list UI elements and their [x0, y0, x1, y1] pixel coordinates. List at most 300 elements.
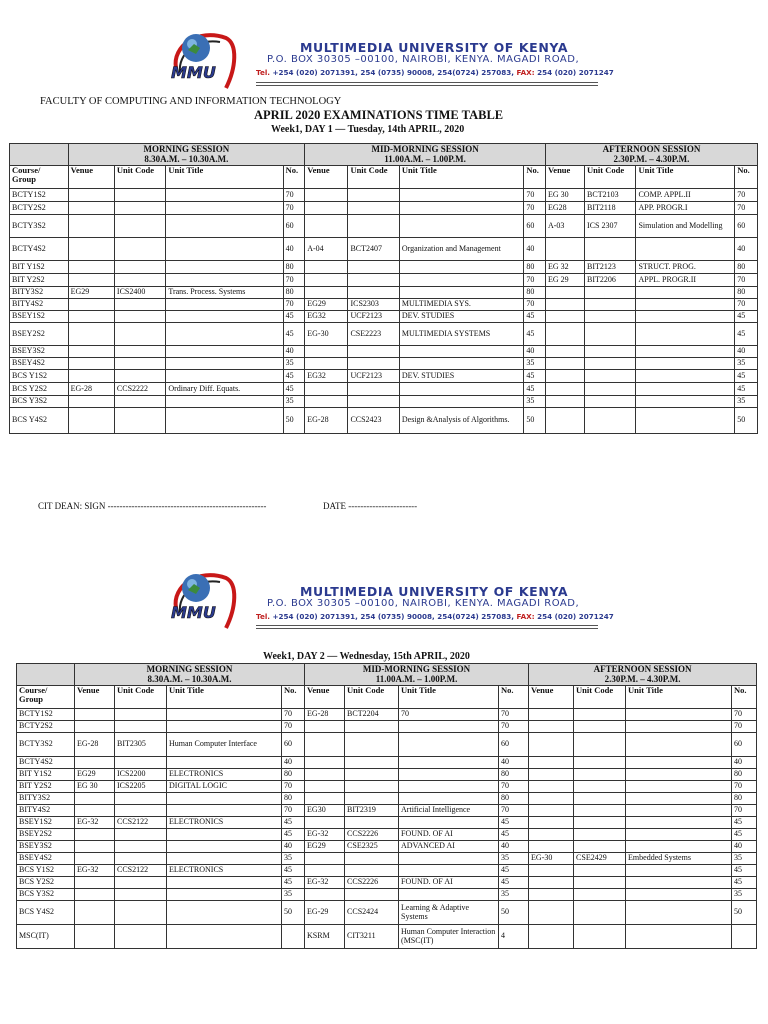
course-group-cell: BCTY1S2	[10, 189, 69, 202]
afternoon-student-count-cell: 35	[735, 396, 758, 408]
mid-unit-title-cell: FOUND. OF AI	[399, 829, 499, 841]
afternoon-venue-cell	[529, 901, 574, 925]
mid-student-count-cell: 50	[499, 901, 529, 925]
tel-numbers: +254 (020) 2071391, 254 (0735) 90008, 254(0724) 257083,	[272, 612, 515, 621]
table-row	[17, 733, 757, 757]
afternoon-unit-code-cell: BIT2206	[585, 274, 636, 287]
morning-unit-title-cell	[166, 189, 283, 202]
day2-heading: Week1, DAY 2 — Wednesday, 15th APRIL, 2020	[263, 651, 470, 662]
svg-text:MMU: MMU	[171, 603, 216, 622]
table-row	[17, 793, 757, 805]
col-venue: Venue	[529, 686, 574, 709]
mid-venue-cell: EG-32	[305, 877, 345, 889]
morning-unit-code-cell	[114, 215, 165, 238]
mid-venue-cell: EG29	[305, 841, 345, 853]
morning-venue-cell	[68, 202, 114, 215]
table-row	[10, 323, 758, 346]
course-group-cell: BSEY3S2	[10, 346, 69, 358]
mid-student-count-cell: 80	[499, 769, 529, 781]
mid-venue-cell: KSRM	[305, 925, 345, 949]
afternoon-session-header: AFTERNOON SESSION 2.30P.M. – 4.30P.M.	[529, 664, 757, 686]
afternoon-student-count-cell: 35	[732, 853, 757, 865]
afternoon-student-count-cell: 50	[732, 901, 757, 925]
morning-unit-title-cell: DIGITAL LOGIC	[167, 781, 282, 793]
morning-unit-title-cell: ELECTRONICS	[167, 817, 282, 829]
fax-label: FAX:	[516, 612, 535, 621]
letterhead-1	[0, 28, 768, 90]
morning-student-count-cell: 80	[282, 793, 305, 805]
mid-student-count-cell: 80	[524, 261, 546, 274]
morning-unit-title-cell	[167, 889, 282, 901]
course-group-cell: BCS Y2S2	[10, 383, 69, 396]
mid-student-count-cell: 40	[499, 841, 529, 853]
morning-student-count-cell: 70	[283, 189, 305, 202]
fax-label: FAX:	[516, 68, 535, 77]
col-unit-code: Unit Code	[345, 686, 399, 709]
afternoon-unit-title-cell	[626, 805, 732, 817]
afternoon-venue-cell	[529, 733, 574, 757]
mid-unit-title-cell	[399, 889, 499, 901]
afternoon-unit-code-cell	[574, 709, 626, 721]
course-group-cell: BCS Y3S2	[17, 889, 75, 901]
morning-student-count-cell: 80	[282, 769, 305, 781]
afternoon-unit-title-cell: APPL. PROGR.II	[636, 274, 735, 287]
mid-unit-title-cell: Artificial Intelligence	[399, 805, 499, 817]
morning-student-count-cell: 45	[282, 877, 305, 889]
blank-header-cell	[17, 664, 75, 686]
mid-venue-cell	[305, 817, 345, 829]
table-row	[10, 202, 758, 215]
mid-venue-cell: EG-28	[305, 709, 345, 721]
afternoon-unit-title-cell	[636, 287, 735, 299]
mid-student-count-cell: 40	[524, 238, 546, 261]
mid-venue-cell: EG30	[305, 805, 345, 817]
morning-unit-title-cell	[167, 841, 282, 853]
morning-unit-title-cell	[166, 299, 283, 311]
mid-unit-title-cell	[399, 202, 523, 215]
afternoon-student-count-cell: 40	[732, 841, 757, 853]
morning-unit-title-cell	[167, 925, 282, 949]
afternoon-unit-code-cell	[574, 793, 626, 805]
morning-unit-title-cell	[166, 408, 283, 434]
morning-unit-code-cell	[114, 299, 165, 311]
afternoon-venue-cell	[529, 877, 574, 889]
morning-student-count-cell: 45	[282, 817, 305, 829]
afternoon-venue-cell	[545, 238, 584, 261]
table-row	[10, 396, 758, 408]
col-unit-title: Unit Title	[167, 686, 282, 709]
morning-student-count-cell: 70	[283, 299, 305, 311]
course-group-cell: BITY4S2	[17, 805, 75, 817]
letterhead-rule	[256, 625, 598, 626]
mid-unit-title-cell: Design &Analysis of Algorithms.	[399, 408, 523, 434]
mid-unit-code-cell	[345, 889, 399, 901]
mid-student-count-cell: 40	[499, 757, 529, 769]
morning-unit-code-cell: ICS2205	[115, 781, 167, 793]
mid-venue-cell	[305, 346, 348, 358]
mid-unit-code-cell	[348, 287, 399, 299]
university-address: P.O. BOX 30305 –00100, NAIROBI, KENYA. MAGADI ROAD,	[267, 54, 580, 65]
table-row	[10, 370, 758, 383]
afternoon-venue-cell	[545, 408, 584, 434]
afternoon-unit-title-cell	[636, 408, 735, 434]
mid-venue-cell: EG-29	[305, 901, 345, 925]
col-number: No.	[283, 166, 305, 189]
svg-text:MMU: MMU	[171, 63, 216, 82]
mid-venue-cell	[305, 757, 345, 769]
mid-unit-title-cell: DEV. STUDIES	[399, 370, 523, 383]
afternoon-venue-cell	[529, 721, 574, 733]
mid-student-count-cell: 70	[499, 781, 529, 793]
afternoon-venue-cell: EG 30	[545, 189, 584, 202]
mid-unit-title-cell	[399, 189, 523, 202]
mid-unit-title-cell	[399, 346, 523, 358]
course-group-cell: BSEY2S2	[17, 829, 75, 841]
mid-unit-title-cell	[399, 721, 499, 733]
col-venue: Venue	[75, 686, 115, 709]
afternoon-unit-code-cell	[574, 769, 626, 781]
morning-student-count-cell: 45	[283, 383, 305, 396]
afternoon-unit-title-cell	[626, 793, 732, 805]
morning-unit-code-cell	[115, 793, 167, 805]
col-unit-title: Unit Title	[636, 166, 735, 189]
afternoon-venue-cell	[545, 383, 584, 396]
fax-number: 254 (020) 2071247	[537, 68, 614, 77]
afternoon-unit-code-cell	[574, 805, 626, 817]
morning-student-count-cell: 40	[283, 346, 305, 358]
mmu-logo	[168, 28, 238, 94]
morning-unit-title-cell	[167, 757, 282, 769]
mid-venue-cell	[305, 721, 345, 733]
mid-unit-title-cell	[399, 769, 499, 781]
mid-venue-cell: EG-28	[305, 408, 348, 434]
afternoon-venue-cell	[529, 709, 574, 721]
morning-unit-code-cell	[115, 853, 167, 865]
morning-unit-code-cell	[115, 721, 167, 733]
afternoon-unit-code-cell	[585, 323, 636, 346]
afternoon-unit-code-cell	[585, 370, 636, 383]
morning-unit-code-cell: CCS2122	[115, 865, 167, 877]
morning-student-count-cell: 60	[283, 215, 305, 238]
morning-unit-code-cell	[115, 877, 167, 889]
afternoon-unit-code-cell	[574, 841, 626, 853]
morning-venue-cell	[75, 889, 115, 901]
mid-student-count-cell: 45	[499, 829, 529, 841]
afternoon-unit-code-cell: ICS 2307	[585, 215, 636, 238]
afternoon-unit-code-cell: BCT2103	[585, 189, 636, 202]
mid-unit-code-cell: CIT3211	[345, 925, 399, 949]
afternoon-student-count-cell: 70	[732, 781, 757, 793]
col-unit-code: Unit Code	[348, 166, 399, 189]
afternoon-unit-title-cell	[626, 901, 732, 925]
table-row	[17, 865, 757, 877]
col-course-group: Course/ Group	[10, 166, 69, 189]
dean-signature-line: CIT DEAN: SIGN -----------------------------------------------------	[38, 501, 267, 511]
afternoon-unit-code-cell	[574, 901, 626, 925]
mid-venue-cell	[305, 215, 348, 238]
afternoon-student-count-cell: 45	[735, 323, 758, 346]
morning-student-count-cell: 45	[283, 311, 305, 323]
mid-unit-title-cell	[399, 261, 523, 274]
mid-unit-code-cell	[345, 865, 399, 877]
mid-unit-title-cell: MULTIMEDIA SYSTEMS	[399, 323, 523, 346]
afternoon-student-count-cell: 70	[735, 299, 758, 311]
morning-unit-code-cell	[114, 261, 165, 274]
mid-morning-session-header: MID-MORNING SESSION 11.00A.M. – 1.00P.M.	[305, 144, 546, 166]
morning-student-count-cell: 50	[283, 408, 305, 434]
course-group-cell: BIT Y2S2	[17, 781, 75, 793]
day1-timetable	[9, 143, 758, 434]
course-group-cell: BSEY4S2	[17, 853, 75, 865]
morning-unit-title-cell	[166, 358, 283, 370]
mid-unit-code-cell	[345, 781, 399, 793]
day2-timetable	[16, 663, 757, 949]
morning-venue-cell	[68, 370, 114, 383]
course-group-cell: BSEY3S2	[17, 841, 75, 853]
mid-unit-code-cell	[348, 261, 399, 274]
afternoon-student-count-cell: 60	[735, 215, 758, 238]
afternoon-student-count-cell: 70	[732, 721, 757, 733]
mid-unit-code-cell	[348, 215, 399, 238]
afternoon-unit-code-cell	[585, 311, 636, 323]
mid-student-count-cell: 70	[524, 299, 546, 311]
morning-unit-code-cell	[115, 709, 167, 721]
mid-venue-cell	[305, 202, 348, 215]
morning-unit-code-cell	[114, 323, 165, 346]
morning-venue-cell: EG-28	[68, 383, 114, 396]
mid-student-count-cell: 70	[499, 709, 529, 721]
morning-student-count-cell: 35	[283, 358, 305, 370]
mid-unit-code-cell: BCT2204	[345, 709, 399, 721]
morning-student-count-cell: 80	[283, 287, 305, 299]
course-group-cell: BCS Y4S2	[17, 901, 75, 925]
date-line: DATE -----------------------	[323, 501, 418, 511]
mid-unit-title-cell: MULTIMEDIA SYS.	[399, 299, 523, 311]
morning-venue-cell	[75, 757, 115, 769]
mid-unit-code-cell: UCF2123	[348, 370, 399, 383]
afternoon-unit-code-cell	[585, 396, 636, 408]
afternoon-unit-code-cell: BIT2123	[585, 261, 636, 274]
mid-student-count-cell: 70	[499, 721, 529, 733]
morning-student-count-cell: 40	[282, 757, 305, 769]
mid-unit-title-cell	[399, 793, 499, 805]
mid-unit-code-cell: CCS2423	[348, 408, 399, 434]
col-unit-title: Unit Title	[399, 686, 499, 709]
morning-student-count-cell: 45	[283, 323, 305, 346]
morning-unit-code-cell	[114, 408, 165, 434]
mid-unit-title-cell: Organization and Management	[399, 238, 523, 261]
morning-unit-code-cell: BIT2305	[115, 733, 167, 757]
afternoon-venue-cell	[529, 865, 574, 877]
mid-venue-cell	[305, 865, 345, 877]
afternoon-unit-title-cell	[636, 299, 735, 311]
morning-venue-cell	[68, 408, 114, 434]
course-group-cell: BSEY1S2	[10, 311, 69, 323]
afternoon-student-count-cell: 45	[735, 370, 758, 383]
table-row	[10, 287, 758, 299]
morning-venue-cell	[75, 793, 115, 805]
afternoon-unit-title-cell	[626, 769, 732, 781]
table-row	[17, 757, 757, 769]
mid-unit-title-cell	[399, 396, 523, 408]
col-course-group: Course/ Group	[17, 686, 75, 709]
morning-student-count-cell: 70	[282, 709, 305, 721]
afternoon-unit-title-cell	[626, 925, 732, 949]
afternoon-unit-code-cell	[585, 238, 636, 261]
afternoon-student-count-cell: 80	[732, 793, 757, 805]
letterhead-rule	[256, 628, 598, 629]
morning-venue-cell	[75, 721, 115, 733]
table-row	[10, 408, 758, 434]
table-row	[10, 383, 758, 396]
table-row	[17, 769, 757, 781]
column-header-row	[10, 166, 758, 189]
afternoon-venue-cell: EG-30	[529, 853, 574, 865]
col-number: No.	[282, 686, 305, 709]
mid-unit-code-cell: CCS2226	[345, 877, 399, 889]
university-address: P.O. BOX 30305 –00100, NAIROBI, KENYA. MAGADI ROAD,	[267, 598, 580, 609]
morning-unit-code-cell	[114, 358, 165, 370]
afternoon-unit-title-cell	[636, 238, 735, 261]
morning-venue-cell	[75, 841, 115, 853]
mid-student-count-cell: 50	[524, 408, 546, 434]
morning-student-count-cell: 70	[283, 274, 305, 287]
morning-unit-code-cell: ICS2200	[115, 769, 167, 781]
col-number: No.	[499, 686, 529, 709]
afternoon-venue-cell	[545, 358, 584, 370]
mid-venue-cell	[305, 889, 345, 901]
table-row	[17, 721, 757, 733]
blank-header-cell	[10, 144, 69, 166]
morning-unit-title-cell	[167, 721, 282, 733]
mid-venue-cell	[305, 781, 345, 793]
afternoon-unit-code-cell	[585, 299, 636, 311]
morning-venue-cell: EG 30	[75, 781, 115, 793]
morning-unit-code-cell: CCS2122	[115, 817, 167, 829]
mid-unit-title-cell	[399, 383, 523, 396]
col-number: No.	[524, 166, 546, 189]
university-contacts	[256, 612, 614, 621]
mid-student-count-cell: 40	[524, 346, 546, 358]
afternoon-unit-title-cell	[626, 733, 732, 757]
afternoon-unit-code-cell	[574, 877, 626, 889]
morning-unit-code-cell	[115, 805, 167, 817]
afternoon-venue-cell	[545, 299, 584, 311]
mid-unit-code-cell	[348, 274, 399, 287]
afternoon-unit-code-cell	[574, 817, 626, 829]
afternoon-venue-cell	[529, 925, 574, 949]
mid-unit-title-cell	[399, 274, 523, 287]
morning-student-count-cell: 35	[282, 889, 305, 901]
mid-student-count-cell: 70	[524, 202, 546, 215]
mid-student-count-cell: 45	[499, 877, 529, 889]
table-row	[17, 877, 757, 889]
col-venue: Venue	[545, 166, 584, 189]
course-group-cell: BCTY2S2	[10, 202, 69, 215]
afternoon-venue-cell	[529, 889, 574, 901]
afternoon-student-count-cell: 45	[735, 311, 758, 323]
morning-unit-title-cell	[166, 238, 283, 261]
table-row	[10, 346, 758, 358]
morning-venue-cell: EG-32	[75, 865, 115, 877]
course-group-cell: BIT Y1S2	[10, 261, 69, 274]
afternoon-unit-title-cell: Embedded Systems	[626, 853, 732, 865]
mid-student-count-cell: 45	[524, 383, 546, 396]
morning-unit-title-cell: Ordinary Diff. Equats.	[166, 383, 283, 396]
table-row	[17, 805, 757, 817]
mid-unit-title-cell: Learning & Adaptive Systems	[399, 901, 499, 925]
afternoon-unit-title-cell	[626, 841, 732, 853]
mid-unit-title-cell	[399, 865, 499, 877]
afternoon-venue-cell: EG 29	[545, 274, 584, 287]
morning-student-count-cell: 40	[282, 841, 305, 853]
mid-venue-cell	[305, 793, 345, 805]
afternoon-student-count-cell: 40	[735, 238, 758, 261]
mid-student-count-cell: 70	[524, 189, 546, 202]
afternoon-unit-title-cell	[626, 865, 732, 877]
mid-venue-cell: EG29	[305, 299, 348, 311]
morning-venue-cell	[68, 346, 114, 358]
afternoon-venue-cell	[529, 829, 574, 841]
mid-unit-code-cell: BIT2319	[345, 805, 399, 817]
afternoon-unit-code-cell	[585, 287, 636, 299]
mid-unit-title-cell: DEV. STUDIES	[399, 311, 523, 323]
university-name: MULTIMEDIA UNIVERSITY OF KENYA	[300, 40, 569, 55]
tel-label: Tel.	[256, 612, 271, 621]
morning-venue-cell: EG-28	[75, 733, 115, 757]
mid-student-count-cell: 45	[524, 370, 546, 383]
afternoon-unit-code-cell	[574, 865, 626, 877]
table-row	[10, 358, 758, 370]
morning-unit-code-cell	[115, 757, 167, 769]
morning-unit-title-cell	[167, 877, 282, 889]
table-row	[17, 901, 757, 925]
morning-unit-title-cell	[167, 805, 282, 817]
afternoon-unit-title-cell	[626, 721, 732, 733]
letterhead-rule	[256, 85, 598, 86]
mid-unit-code-cell: CSE2325	[345, 841, 399, 853]
afternoon-student-count-cell: 70	[735, 202, 758, 215]
morning-venue-cell	[68, 274, 114, 287]
mid-venue-cell: EG-32	[305, 829, 345, 841]
morning-unit-title-cell: ELECTRONICS	[167, 865, 282, 877]
morning-venue-cell	[75, 925, 115, 949]
table-row	[17, 781, 757, 793]
morning-venue-cell: EG-32	[75, 817, 115, 829]
morning-unit-code-cell	[115, 925, 167, 949]
morning-unit-code-cell	[115, 901, 167, 925]
mmu-logo	[168, 568, 238, 634]
morning-unit-title-cell	[166, 370, 283, 383]
afternoon-student-count-cell: 45	[735, 383, 758, 396]
course-group-cell: BCTY3S2	[17, 733, 75, 757]
morning-unit-title-cell	[166, 274, 283, 287]
afternoon-venue-cell: EG 32	[545, 261, 584, 274]
mid-student-count-cell: 70	[524, 274, 546, 287]
day1-heading: Week1, DAY 1 — Tuesday, 14th APRIL, 2020	[271, 124, 465, 135]
afternoon-student-count-cell: 80	[735, 287, 758, 299]
course-group-cell: BSEY4S2	[10, 358, 69, 370]
morning-unit-code-cell	[114, 311, 165, 323]
morning-unit-code-cell	[115, 829, 167, 841]
afternoon-unit-code-cell	[574, 889, 626, 901]
course-group-cell: BCTY4S2	[10, 238, 69, 261]
afternoon-unit-title-cell	[626, 829, 732, 841]
afternoon-student-count-cell: 60	[732, 733, 757, 757]
afternoon-unit-code-cell	[585, 358, 636, 370]
mid-student-count-cell: 45	[524, 311, 546, 323]
mid-unit-title-cell: ADVANCED AI	[399, 841, 499, 853]
